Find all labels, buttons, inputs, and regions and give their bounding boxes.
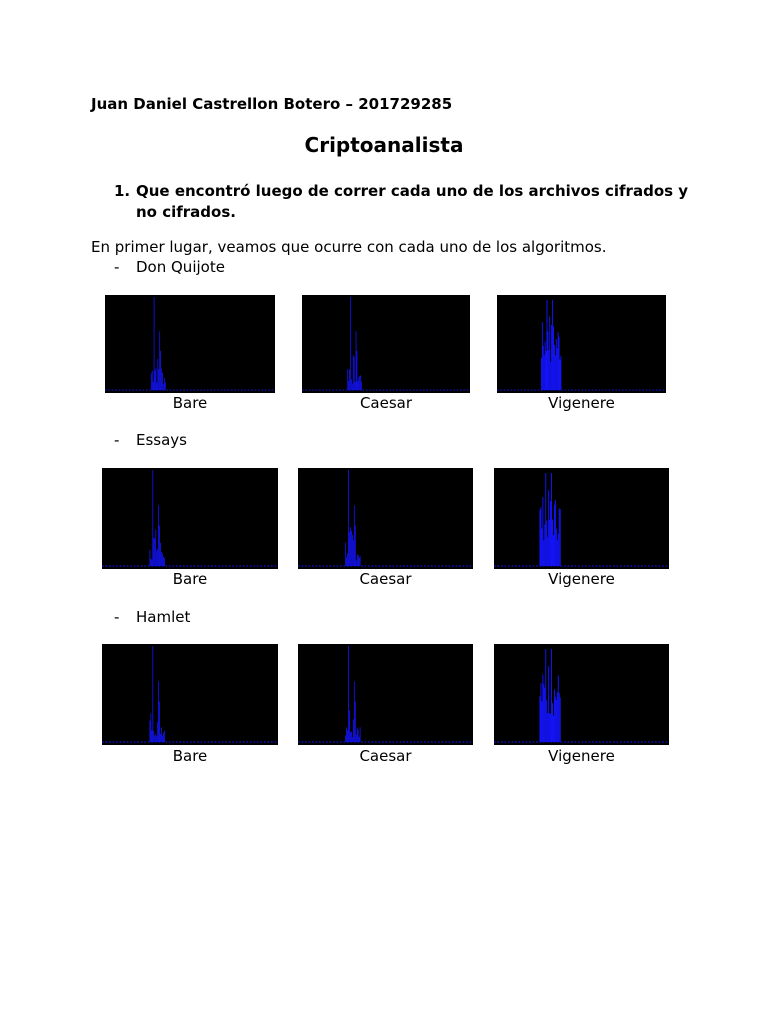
histogram-bar bbox=[153, 538, 154, 566]
histogram-bar bbox=[349, 369, 350, 390]
histogram-bar bbox=[556, 529, 557, 566]
histogram-bar bbox=[154, 297, 155, 390]
caption-vigenere: Vigenere bbox=[548, 570, 615, 588]
histogram-bar bbox=[351, 732, 352, 742]
histogram-bar bbox=[358, 377, 359, 390]
section-label: Hamlet bbox=[136, 608, 191, 626]
histogram-bar bbox=[358, 381, 359, 390]
section-label-hamlet bbox=[114, 608, 190, 626]
histogram-bar bbox=[547, 331, 548, 390]
histogram-bar bbox=[550, 714, 551, 742]
histogram-bar bbox=[542, 674, 543, 742]
histogram-bar bbox=[155, 530, 156, 566]
histogram-bar bbox=[156, 368, 157, 390]
histogram-bar bbox=[350, 527, 351, 566]
histogram-bar bbox=[152, 646, 153, 742]
histogram-bar bbox=[157, 359, 158, 390]
histogram-bar bbox=[560, 509, 561, 566]
histogram-bar bbox=[157, 722, 158, 742]
histogram-bar bbox=[547, 300, 548, 390]
histogram-bar bbox=[348, 470, 349, 566]
histogram-bar bbox=[557, 692, 558, 742]
histogram-bar bbox=[352, 737, 353, 742]
histogram-bar bbox=[546, 351, 547, 390]
histogram-bar bbox=[159, 331, 160, 390]
section-label-don-quijote bbox=[114, 258, 225, 276]
histogram-bar bbox=[162, 553, 163, 566]
histogram-bar bbox=[554, 505, 555, 566]
histogram-bar bbox=[551, 649, 552, 742]
caption-bare: Bare bbox=[172, 570, 208, 588]
question-text: Que encontró luego de correr cada uno de los archivos cifrados y no cifrados. bbox=[136, 182, 689, 221]
histogram-bar bbox=[352, 383, 353, 390]
histogram-bar bbox=[160, 543, 161, 566]
histogram-bar bbox=[357, 351, 358, 390]
histogram-bar bbox=[150, 721, 151, 742]
histogram-bar bbox=[542, 497, 543, 566]
histogram-bar bbox=[540, 696, 541, 742]
histogram-bar bbox=[358, 730, 359, 742]
caption-caesar: Caesar bbox=[359, 570, 412, 588]
histogram-bar bbox=[547, 537, 548, 566]
histogram-bar bbox=[549, 713, 550, 742]
histogram-bar bbox=[558, 332, 559, 390]
histogram-bar bbox=[554, 345, 555, 390]
histogram-bar bbox=[544, 688, 545, 742]
caption-bare: Bare bbox=[172, 747, 208, 765]
histogram-bar bbox=[360, 375, 361, 390]
histogram-bar bbox=[153, 731, 154, 742]
histogram-bar bbox=[545, 341, 546, 390]
histogram-bar bbox=[540, 683, 541, 742]
histogram-bar bbox=[557, 540, 558, 566]
histogram-bar bbox=[560, 356, 561, 390]
histogram-bar bbox=[162, 736, 163, 742]
histogram-bar bbox=[559, 337, 560, 390]
histogram-bar bbox=[553, 535, 554, 566]
caption-bare: Bare bbox=[172, 394, 208, 412]
histogram-bar bbox=[552, 703, 553, 742]
histogram-bar bbox=[546, 521, 547, 566]
histogram-bar bbox=[345, 543, 346, 566]
bullet-dash: - bbox=[114, 258, 120, 276]
histogram-bar bbox=[560, 698, 561, 742]
histogram-bar bbox=[157, 549, 158, 566]
bullet-dash: - bbox=[114, 431, 120, 449]
histogram-bar bbox=[545, 649, 546, 742]
histogram-bar bbox=[356, 735, 357, 742]
histogram-bar bbox=[549, 520, 550, 566]
histogram-bar bbox=[548, 490, 549, 566]
histogram-bar bbox=[558, 676, 559, 742]
histogram-bar bbox=[155, 734, 156, 742]
histogram-don-quijote-caesar bbox=[302, 295, 470, 393]
histogram-bar bbox=[361, 382, 362, 390]
histogram-bar bbox=[352, 535, 353, 566]
histogram-bar bbox=[547, 713, 548, 742]
histogram-bar bbox=[153, 382, 154, 390]
histogram-bar bbox=[156, 736, 157, 742]
histogram-bar bbox=[155, 371, 156, 390]
histogram-bar bbox=[160, 734, 161, 742]
histogram-bar bbox=[351, 379, 352, 390]
histogram-bar bbox=[348, 646, 349, 742]
histogram-bar bbox=[351, 531, 352, 566]
histogram-bar bbox=[152, 370, 153, 390]
histogram-bar bbox=[348, 381, 349, 390]
histogram-bar bbox=[559, 693, 560, 742]
histogram-bar bbox=[557, 348, 558, 390]
histogram-essays-vigenere bbox=[494, 468, 669, 569]
histogram-bar bbox=[543, 540, 544, 566]
question-1 bbox=[114, 181, 714, 223]
histogram-bar bbox=[159, 526, 160, 566]
histogram-bar bbox=[357, 728, 358, 742]
caption-caesar: Caesar bbox=[359, 394, 413, 412]
histogram-bar bbox=[556, 700, 557, 742]
histogram-bar bbox=[354, 356, 355, 390]
histogram-bar bbox=[346, 557, 347, 566]
histogram-bar bbox=[161, 727, 162, 742]
histogram-bar bbox=[154, 538, 155, 566]
histogram-bar bbox=[349, 532, 350, 566]
histogram-bar bbox=[162, 373, 163, 390]
histogram-bar bbox=[542, 322, 543, 390]
histogram-bar bbox=[355, 526, 356, 566]
histogram-bar bbox=[550, 362, 551, 390]
histogram-bar bbox=[354, 505, 355, 566]
histogram-bar bbox=[553, 715, 554, 742]
histogram-bar bbox=[164, 378, 165, 390]
histogram-bar bbox=[541, 529, 542, 566]
histogram-svg bbox=[102, 468, 278, 569]
histogram-bar bbox=[163, 384, 164, 390]
histogram-bar bbox=[552, 519, 553, 566]
histogram-bar bbox=[553, 327, 554, 390]
histogram-bar bbox=[347, 369, 348, 390]
histogram-svg bbox=[494, 468, 669, 569]
histogram-bar bbox=[543, 346, 544, 390]
histogram-bar bbox=[159, 702, 160, 742]
histogram-bar bbox=[152, 470, 153, 566]
histogram-bar bbox=[353, 540, 354, 566]
caption-caesar: Caesar bbox=[359, 747, 412, 765]
histogram-bar bbox=[555, 355, 556, 390]
histogram-bar bbox=[543, 684, 544, 742]
histogram-bar bbox=[555, 697, 556, 742]
histogram-bar bbox=[541, 701, 542, 742]
histogram-bar bbox=[157, 383, 158, 390]
histogram-bar bbox=[350, 297, 351, 390]
caption-vigenere: Vigenere bbox=[548, 394, 615, 412]
histogram-svg bbox=[497, 295, 666, 393]
histogram-essays-caesar bbox=[298, 468, 473, 569]
histogram-bar bbox=[549, 317, 550, 391]
histogram-bar bbox=[541, 358, 542, 390]
histogram-bar bbox=[347, 730, 348, 742]
histogram-hamlet-bare bbox=[102, 644, 278, 745]
histogram-bar bbox=[164, 731, 165, 742]
histogram-bar bbox=[158, 505, 159, 566]
histogram-bar bbox=[551, 325, 552, 390]
histogram-bar bbox=[360, 556, 361, 566]
histogram-bar bbox=[358, 555, 359, 566]
bullet-dash: - bbox=[114, 608, 120, 626]
histogram-bar bbox=[345, 735, 346, 742]
histogram-bar bbox=[165, 382, 166, 390]
histogram-svg bbox=[494, 644, 669, 745]
histogram-bar bbox=[150, 550, 151, 566]
histogram-bar bbox=[150, 558, 151, 565]
histogram-bar bbox=[548, 350, 549, 390]
histogram-bar bbox=[347, 553, 348, 566]
histogram-bar bbox=[544, 355, 545, 390]
histogram-bar bbox=[546, 700, 547, 742]
histogram-bar bbox=[163, 733, 164, 742]
histogram-bar bbox=[160, 351, 161, 390]
histogram-hamlet-vigenere bbox=[494, 644, 669, 745]
histogram-bar bbox=[353, 355, 354, 390]
histogram-bar bbox=[548, 666, 549, 742]
histogram-essays-bare bbox=[102, 468, 278, 569]
document-title: Criptoanalista bbox=[304, 133, 464, 157]
histogram-bar bbox=[353, 719, 354, 742]
histogram-bar bbox=[551, 473, 552, 566]
histogram-bar bbox=[158, 369, 159, 390]
histogram-bar bbox=[355, 702, 356, 742]
histogram-bar bbox=[555, 500, 556, 566]
histogram-don-quijote-vigenere bbox=[497, 295, 666, 393]
histogram-svg bbox=[105, 295, 275, 393]
histogram-bar bbox=[560, 360, 561, 390]
histogram-bar bbox=[150, 713, 151, 741]
histogram-bar bbox=[359, 737, 360, 742]
histogram-bar bbox=[355, 382, 356, 390]
histogram-bar bbox=[356, 331, 357, 390]
histogram-bar bbox=[545, 473, 546, 566]
histogram-bar bbox=[359, 376, 360, 390]
histogram-bar bbox=[356, 560, 357, 566]
histogram-don-quijote-bare bbox=[105, 295, 275, 393]
histogram-bar bbox=[540, 507, 541, 566]
histogram-bar bbox=[151, 560, 152, 566]
histogram-bar bbox=[158, 681, 159, 742]
histogram-bar bbox=[556, 339, 557, 390]
histogram-svg bbox=[302, 295, 470, 393]
histogram-bar bbox=[151, 373, 152, 390]
author-line: Juan Daniel Castrellon Botero – 201729285 bbox=[91, 95, 453, 113]
histogram-svg bbox=[298, 644, 473, 745]
histogram-bar bbox=[349, 710, 350, 742]
histogram-bar bbox=[559, 509, 560, 566]
histogram-bar bbox=[360, 727, 361, 742]
histogram-bar bbox=[161, 369, 162, 390]
histogram-svg bbox=[102, 644, 278, 745]
question-number: 1. bbox=[114, 182, 131, 200]
histogram-bar bbox=[357, 555, 358, 566]
histogram-hamlet-caesar bbox=[298, 644, 473, 745]
histogram-bar bbox=[558, 534, 559, 566]
section-label: Essays bbox=[136, 431, 187, 449]
histogram-bar bbox=[151, 730, 152, 742]
section-label-essays bbox=[114, 431, 187, 449]
histogram-bar bbox=[154, 736, 155, 742]
caption-vigenere: Vigenere bbox=[548, 747, 615, 765]
intro-paragraph: En primer lugar, veamos que ocurre con cada uno de los algoritmos. bbox=[91, 238, 607, 256]
histogram-bar bbox=[550, 501, 551, 566]
histogram-bar bbox=[552, 300, 553, 390]
histogram-bar bbox=[350, 732, 351, 742]
histogram-bar bbox=[354, 681, 355, 742]
histogram-bar bbox=[554, 689, 555, 742]
histogram-bar bbox=[164, 558, 165, 566]
histogram-bar bbox=[359, 558, 360, 566]
histogram-bar bbox=[156, 551, 157, 566]
histogram-bar bbox=[540, 510, 541, 566]
histogram-bar bbox=[161, 552, 162, 566]
histogram-bar bbox=[163, 557, 164, 566]
histogram-svg bbox=[298, 468, 473, 569]
section-label: Don Quijote bbox=[136, 258, 225, 276]
histogram-bar bbox=[544, 524, 545, 566]
histogram-bar bbox=[346, 727, 347, 742]
